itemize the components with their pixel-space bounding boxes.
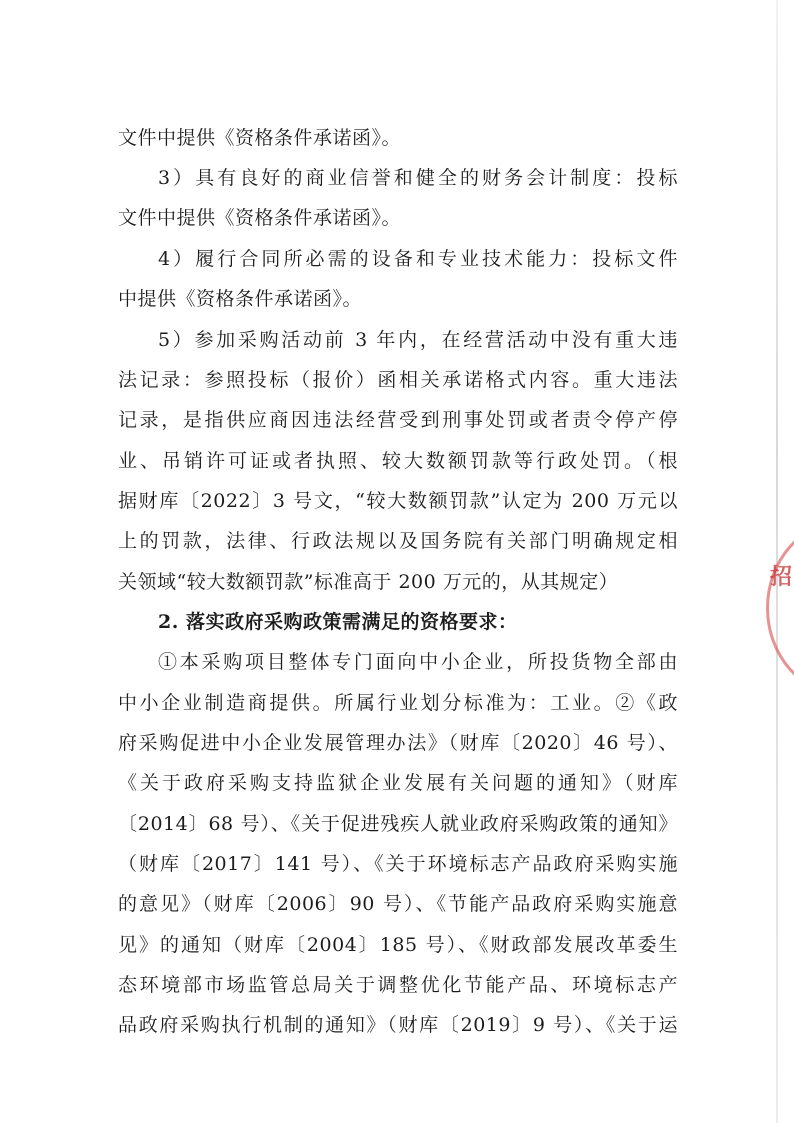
text-line-6: 5）参加采购活动前 3 年内，在经营活动中没有重大违 (158, 329, 678, 351)
text-line-8: 记录，是指供应商因违法经营受到刑事处罚或者责令停产停 (118, 409, 678, 431)
text-line-20: 的意见》（财库〔2006〕90 号）、《节能产品政府采购实施意 (118, 893, 678, 915)
text-line-3: 文件中提供《资格条件承诺函》。 (118, 207, 402, 229)
seal-ring (766, 520, 794, 690)
text-line-11: 上的罚款，法律、行政法规以及国务院有关部门明确规定相 (118, 530, 678, 552)
text-line-17: 《关于政府采购支持监狱企业发展有关问题的通知》（财库 (118, 772, 678, 794)
section-heading: 2. 落实政府采购政策需满足的资格要求： (158, 611, 518, 633)
text-line-4: 4）履行合同所必需的设备和专业技术能力：投标文件 (158, 248, 678, 270)
text-line-12: 关领域“较大数额罚款”标准高于 200 万元的，从其规定） (118, 571, 619, 593)
text-line-14: ①本采购项目整体专门面向中小企业，所投货物全部由 (158, 651, 678, 673)
text-line-22: 态环境部市场监管总局关于调整优化节能产品、环境标志产 (118, 974, 678, 996)
text-line-18: 〔2014〕68 号）、《关于促进残疾人就业政府采购政策的通知》 (118, 813, 678, 835)
text-line-9: 业、吊销许可证或者执照、较大数额罚款等行政处罚。（根 (118, 450, 678, 472)
text-line-10: 据财库〔2022〕3 号文，“较大数额罚款”认定为 200 万元以 (118, 490, 678, 512)
text-line-21: 见》的通知（财库〔2004〕185 号）、《财政部发展改革委生 (118, 934, 678, 956)
text-line-19: （财库〔2017〕141 号）、《关于环境标志产品政府采购实施 (118, 853, 678, 875)
red-seal-stamp (760, 520, 794, 690)
text-line-23: 品政府采购执行机制的通知》（财库〔2019〕9 号）、《关于运 (118, 1014, 678, 1036)
seal-character: 招 (770, 565, 793, 590)
text-line-7: 法记录：参照投标（报价）函相关承诺格式内容。重大违法 (118, 369, 678, 391)
text-line-2: 3）具有良好的商业信誉和健全的财务会计制度：投标 (158, 167, 678, 189)
text-line-16: 府采购促进中小企业发展管理办法》（财库〔2020〕46 号）、 (118, 732, 678, 754)
text-line-15: 中小企业制造商提供。所属行业划分标准为：工业。②《政 (118, 692, 678, 714)
text-line-5: 中提供《资格条件承诺函》。 (118, 288, 363, 310)
text-line-1: 文件中提供《资格条件承诺函》。 (118, 127, 402, 149)
